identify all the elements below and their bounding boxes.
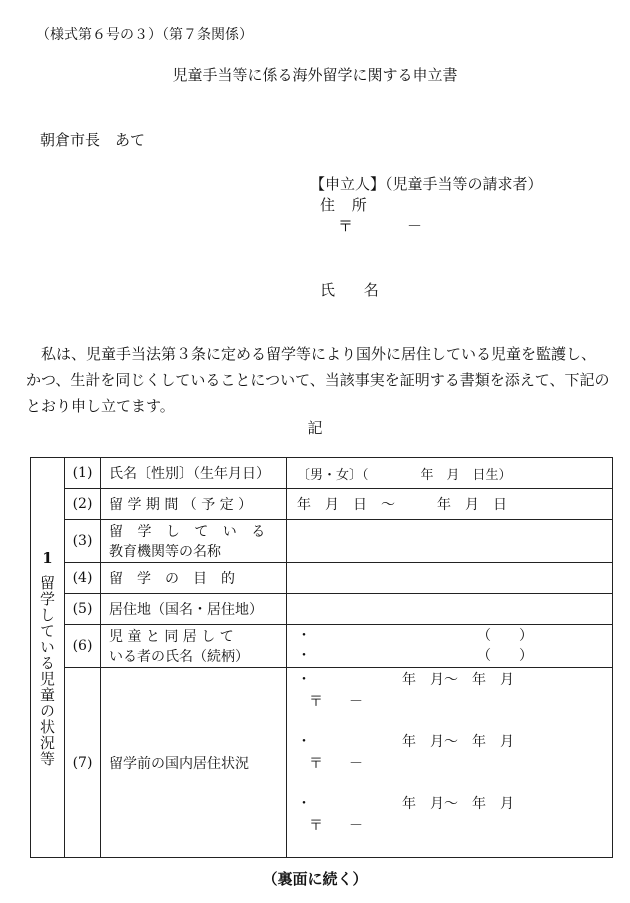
bullet: ・ (297, 795, 311, 812)
postal-code-field (338, 219, 422, 234)
postal-dash: － (349, 755, 363, 772)
row-label-line: 児 童 と 同 居 し て (109, 629, 234, 645)
name-sex-dob-field[interactable]: 〔男・女〕（ 年 月 日生） (287, 458, 613, 489)
institution-name-field[interactable] (287, 520, 613, 563)
name-label: 氏 名 (320, 281, 391, 299)
row-number: (1) (65, 458, 101, 489)
table-row (31, 458, 613, 489)
bullet: ・ (297, 671, 311, 688)
ki-heading: 記 (307, 419, 323, 437)
row-label (101, 520, 287, 563)
residence-entry (297, 794, 612, 856)
row-number: (6) (65, 625, 101, 668)
row-label: 留 学 の 目 的 (101, 563, 287, 594)
row-label-line: 留 学 し て い る (109, 524, 271, 540)
study-purpose-field[interactable] (287, 563, 613, 594)
cohabitant-field[interactable] (287, 625, 613, 668)
postal-mark: 〒 (309, 817, 323, 834)
cohabitant-line (297, 626, 612, 646)
child-status-table (30, 457, 613, 858)
residence-field[interactable] (287, 594, 613, 625)
residence-entry (297, 732, 612, 794)
table-row (31, 520, 613, 563)
section-header (31, 458, 65, 858)
postal-dash: － (407, 217, 423, 235)
postal-mark: 〒 (309, 693, 323, 710)
row-number: (5) (65, 594, 101, 625)
table-row (31, 594, 613, 625)
addressee: 朝倉市長 あて (40, 131, 146, 149)
postal-mark: 〒 (338, 217, 354, 235)
applicant-heading: 【申立人】（児童手当等の請求者） (310, 175, 543, 193)
period-text: 年 月～ 年 月 (402, 795, 514, 812)
relation-paren: （ ） (477, 648, 533, 664)
bullet: ・ (297, 648, 311, 664)
form-number: （様式第６号の３）（第７条関係） (36, 27, 253, 43)
residence-entry (297, 670, 612, 732)
row-label: 留学前の国内居住状況 (101, 668, 287, 858)
row-label: 居住地（国名・居住地） (101, 594, 287, 625)
postal-mark: 〒 (309, 755, 323, 772)
table-row (31, 668, 613, 858)
study-period-field[interactable]: 年 月 日 ～ 年 月 日 (287, 489, 613, 520)
row-number: (4) (65, 563, 101, 594)
bullet: ・ (297, 733, 311, 750)
row-number: (7) (65, 668, 101, 858)
table-row (31, 489, 613, 520)
table-row (31, 563, 613, 594)
continued-note: （裏面に続く） (262, 870, 368, 888)
row-number: (3) (65, 520, 101, 563)
bullet: ・ (297, 628, 311, 644)
table-row (31, 625, 613, 668)
row-label (101, 625, 287, 668)
row-label: 氏名〔性別〕（生年月日） (101, 458, 287, 489)
statement-paragraph: 私は、児童手当法第３条に定める留学等により国外に居住している児童を監護し、かつ、生計を同じくしていることについて、当該事実を証明する書類を添えて、下記のとおり申し立てます。 (26, 345, 610, 415)
row-label-line: いる者の氏名（続柄） (109, 649, 249, 665)
address-label: 住 所 (320, 196, 373, 214)
row-number: (2) (65, 489, 101, 520)
postal-dash: － (349, 817, 363, 834)
section-number: 1 (42, 548, 53, 567)
document-title: 児童手当等に係る海外留学に関する申立書 (172, 66, 458, 84)
prior-residence-field[interactable] (287, 668, 613, 858)
relation-paren: （ ） (477, 628, 533, 644)
row-label: 留 学 期 間 （ 予 定 ） (101, 489, 287, 520)
cohabitant-line (297, 646, 612, 666)
section-title: 留学している児童の状況等 (38, 574, 56, 767)
period-text: 年 月～ 年 月 (402, 733, 514, 750)
postal-dash: － (349, 693, 363, 710)
row-label-line: 教育機関等の名称 (109, 544, 221, 560)
period-text: 年 月～ 年 月 (402, 671, 514, 688)
